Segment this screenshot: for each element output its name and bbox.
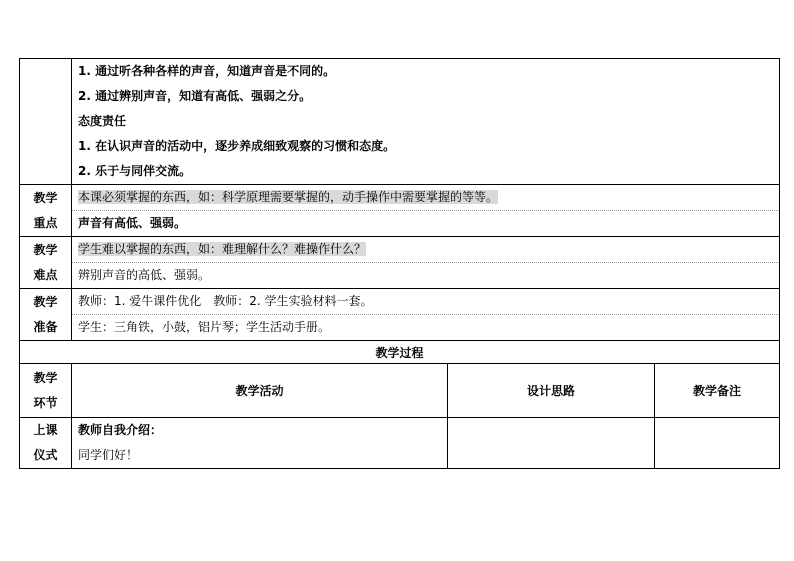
goal-line: 2. 乐于与同伴交流。 bbox=[78, 164, 192, 178]
difficulties-hint: 学生难以掌握的东西，如：难理解什么？难操作什么？ bbox=[78, 242, 367, 256]
lesson-plan-table bbox=[19, 58, 780, 469]
difficulties-row bbox=[20, 237, 780, 289]
activity-cell bbox=[72, 418, 448, 469]
goals-label-cell bbox=[20, 59, 72, 185]
goal-line: 1. 通过听各种各样的声音，知道声音是不同的。 bbox=[78, 64, 336, 78]
process-header-row bbox=[20, 364, 780, 418]
goal-line: 1. 在认识声音的活动中，逐步养成细致观察的习惯和态度。 bbox=[78, 139, 396, 153]
difficulties-text: 辨别声音的高低、强弱。 bbox=[72, 262, 779, 288]
notes-header: 教学备注 bbox=[655, 364, 780, 418]
stage-cell: 上课 仪式 bbox=[20, 418, 72, 469]
key-points-text: 声音有高低、强弱。 bbox=[72, 210, 779, 236]
key-points-content bbox=[72, 185, 780, 237]
goals-content bbox=[72, 59, 780, 185]
process-title: 教学过程 bbox=[20, 341, 780, 364]
preparation-students: 学生：三角铁，小鼓，铝片琴；学生活动手册。 bbox=[72, 314, 779, 340]
design-cell bbox=[448, 418, 655, 469]
difficulties-content bbox=[72, 237, 780, 289]
preparation-teacher: 教师：1. 爱牛课件优化 教师：2. 学生实验材料一套。 bbox=[78, 294, 373, 308]
activity-line: 同学们好！ bbox=[78, 448, 139, 462]
goal-section-heading: 态度责任 bbox=[78, 114, 127, 128]
preparation-label: 教学 准备 bbox=[20, 289, 72, 341]
key-points-hint: 本课必须掌握的东西，如：科学原理需要掌握的，动手操作中需要掌握的等等。 bbox=[78, 190, 499, 204]
notes-cell bbox=[655, 418, 780, 469]
process-row bbox=[20, 418, 780, 469]
activity-line: 教师自我介绍： bbox=[78, 423, 163, 437]
difficulties-label: 教学 难点 bbox=[20, 237, 72, 289]
process-title-row bbox=[20, 341, 780, 364]
design-header: 设计思路 bbox=[448, 364, 655, 418]
goals-row bbox=[20, 59, 780, 185]
preparation-row bbox=[20, 289, 780, 341]
key-points-row bbox=[20, 185, 780, 237]
stage-header: 教学 环节 bbox=[20, 364, 72, 418]
activity-header: 教学活动 bbox=[72, 364, 448, 418]
key-points-label: 教学 重点 bbox=[20, 185, 72, 237]
preparation-content bbox=[72, 289, 780, 341]
goal-line: 2. 通过辨别声音，知道有高低、强弱之分。 bbox=[78, 89, 312, 103]
